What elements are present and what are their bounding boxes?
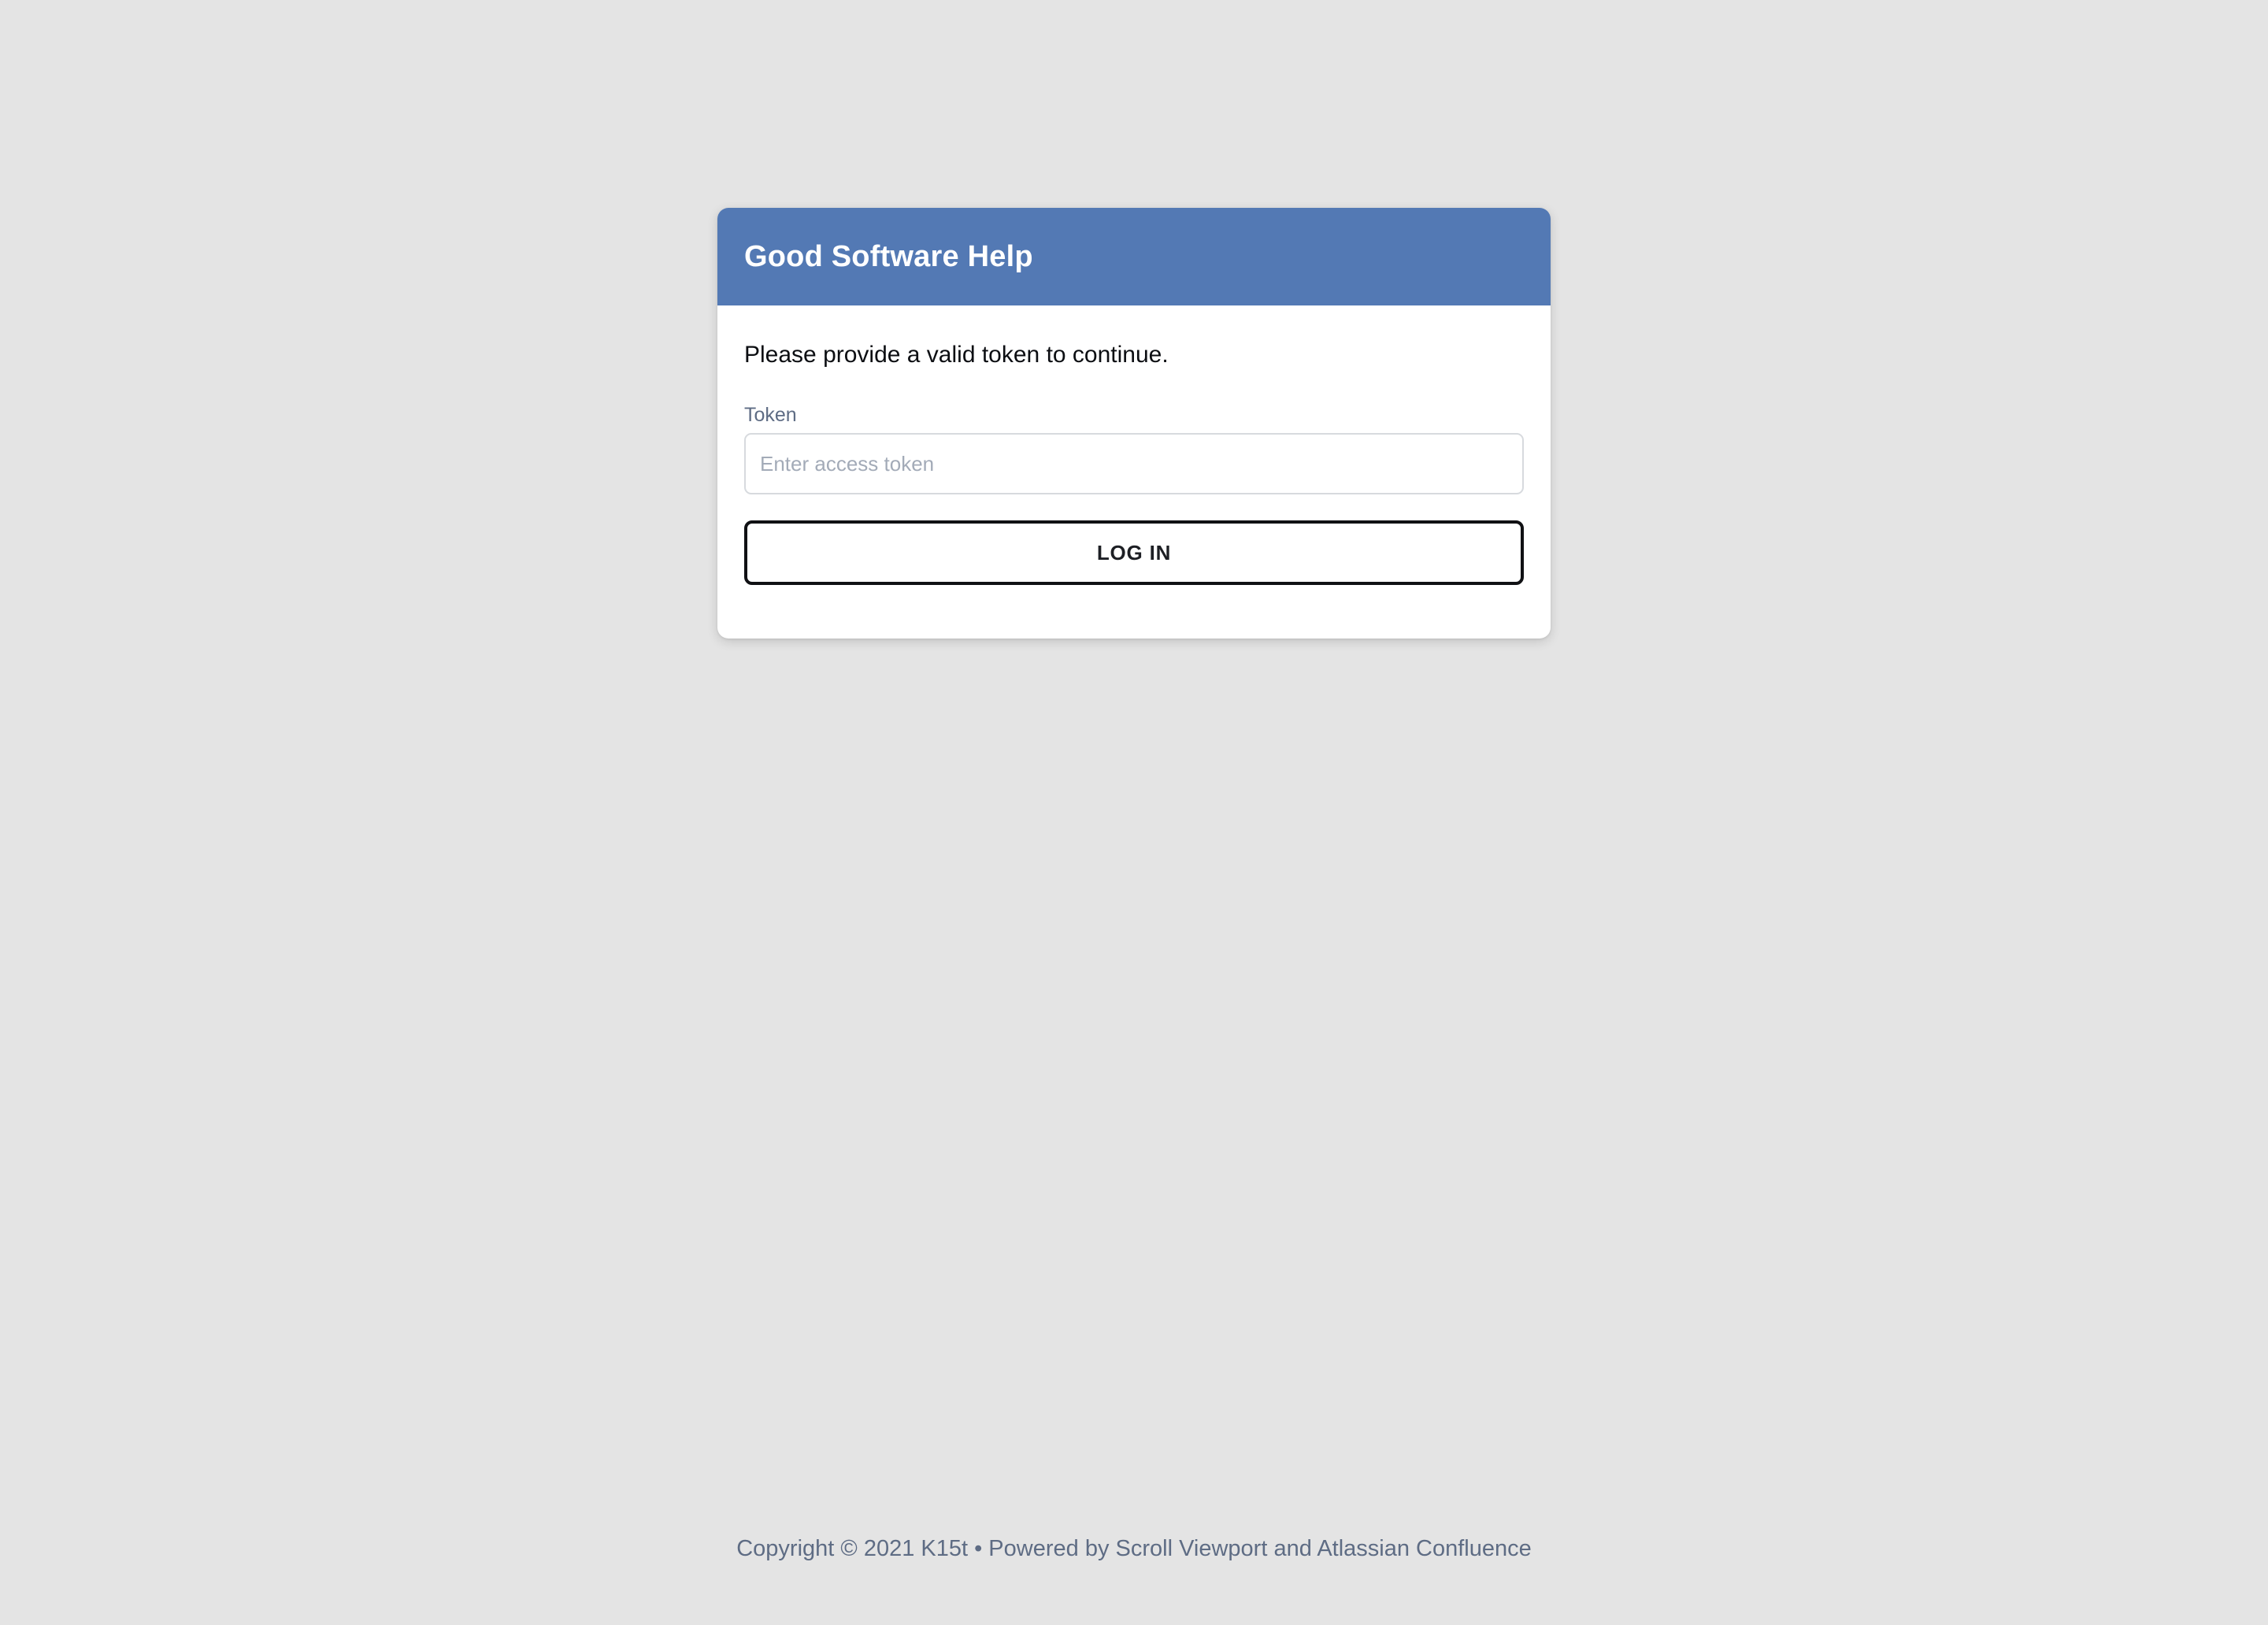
site-title: Good Software Help (744, 239, 1033, 273)
atlassian-confluence-link[interactable]: Atlassian Confluence (1317, 1536, 1532, 1561)
login-button[interactable]: LOG IN (744, 520, 1524, 585)
token-prompt-message: Please provide a valid token to continue. (744, 342, 1169, 368)
token-input[interactable] (744, 433, 1524, 494)
page-footer (0, 1534, 2268, 1563)
card-header (717, 208, 1551, 305)
card-body (717, 305, 1551, 639)
footer-conjunction: and (1267, 1536, 1317, 1561)
login-page (0, 208, 2268, 1561)
token-label: Token (744, 404, 797, 426)
login-card (717, 208, 1551, 639)
scroll-viewport-link[interactable]: Scroll Viewport (1115, 1536, 1268, 1561)
copyright-text: Copyright © 2021 K15t • Powered by (736, 1536, 1116, 1561)
